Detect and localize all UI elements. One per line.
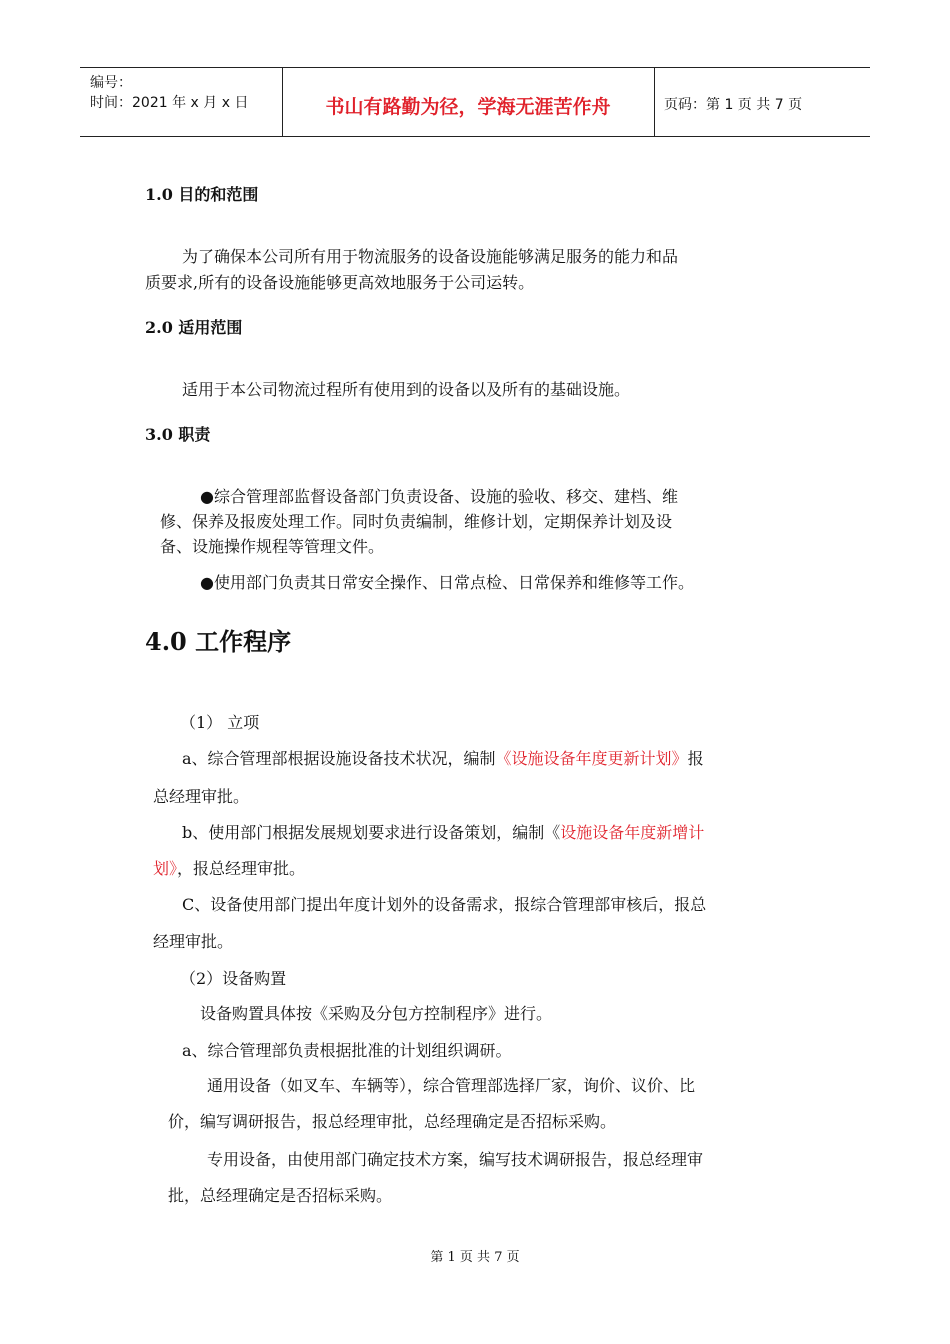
plan-reference-red: 设施设备年度新增计	[560, 823, 705, 842]
section-2-heading: 2.0 适用范围	[145, 318, 243, 337]
section-4-heading: 4.0 工作程序	[145, 627, 292, 656]
item-a-line-2: 总经理审批。	[153, 787, 250, 806]
item-b-line-2	[153, 856, 305, 879]
header-page-cell	[654, 68, 870, 136]
item-2-heading: （2）设备购置	[180, 969, 287, 988]
special-equipment-line-2: 批，总经理确定是否招标采购。	[168, 1186, 393, 1205]
general-equipment-line-2: 价，编写调研报告，报总经理审批，总经理确定是否招标采购。	[168, 1112, 617, 1131]
header-motto-cell	[282, 68, 655, 136]
section-1-heading: 1.0 目的和范围	[145, 185, 259, 204]
section-3-bullet-line: 备、设施操作规程等管理文件。	[160, 537, 385, 556]
item-a-text: a、综合管理部根据设施设备技术状况，编制	[182, 749, 496, 768]
section-1-paragraph-line: 为了确保本公司所有用于物流服务的设备设施能够满足服务的能力和品	[182, 247, 679, 266]
item-1-heading: （1） 立项	[180, 713, 260, 732]
plan-reference-red-end: 划》	[153, 859, 178, 878]
special-equipment-line: 专用设备，由使用部门确定技术方案，编写技术调研报告，报总经理审	[207, 1150, 704, 1169]
header-page-info: 页码：第 1 页 共 7 页	[664, 97, 803, 113]
page-footer: 第 1 页 共 7 页	[430, 1250, 520, 1265]
motto-text: 书山有路勤为径，学海无涯苦作舟	[325, 96, 611, 118]
item-a-text-tail: 报	[687, 749, 704, 768]
section-3-bullet-line: 修、保养及报废处理工作。同时负责编制，维修计划，定期保养计划及设	[160, 512, 673, 531]
item-c-line: C、设备使用部门提出年度计划外的设备需求，报综合管理部审核后，报总	[182, 895, 707, 914]
item-c-line-2: 经理审批。	[153, 932, 234, 951]
item-a-line	[182, 746, 704, 769]
item-b-text-tail: ，报总经理审批。	[177, 859, 306, 878]
item-a2-line: a、综合管理部负责根据批准的计划组织调研。	[182, 1041, 512, 1060]
header-left-cell	[80, 68, 283, 136]
general-equipment-line: 通用设备（如叉车、车辆等），综合管理部选择厂家，询价、议价、比	[207, 1076, 696, 1095]
item-b-line	[182, 820, 704, 843]
document-date: 时间：2021 年 x 月 x 日	[90, 95, 249, 111]
document-header	[80, 67, 870, 137]
section-2-paragraph: 适用于本公司物流过程所有使用到的设备以及所有的基础设施。	[182, 380, 631, 399]
section-3-bullet-line: ●综合管理部监督设备部门负责设备、设施的验收、移交、建档、维	[200, 487, 678, 506]
section-3-bullet: ●使用部门负责其日常安全操作、日常点检、日常保养和维修等工作。	[200, 573, 694, 592]
purchase-procedure-line: 设备购置具体按《采购及分包方控制程序》进行。	[200, 1004, 553, 1023]
item-b-text: b、使用部门根据发展规划要求进行设备策划，编制《	[182, 823, 561, 842]
section-1-paragraph-line: 质要求,所有的设备设施能够更高效地服务于公司运转。	[145, 273, 535, 292]
document-number-label: 编号：	[90, 75, 132, 91]
section-3-heading: 3.0 职责	[145, 425, 211, 444]
plan-reference-red: 《设施设备年度更新计划》	[495, 749, 688, 768]
